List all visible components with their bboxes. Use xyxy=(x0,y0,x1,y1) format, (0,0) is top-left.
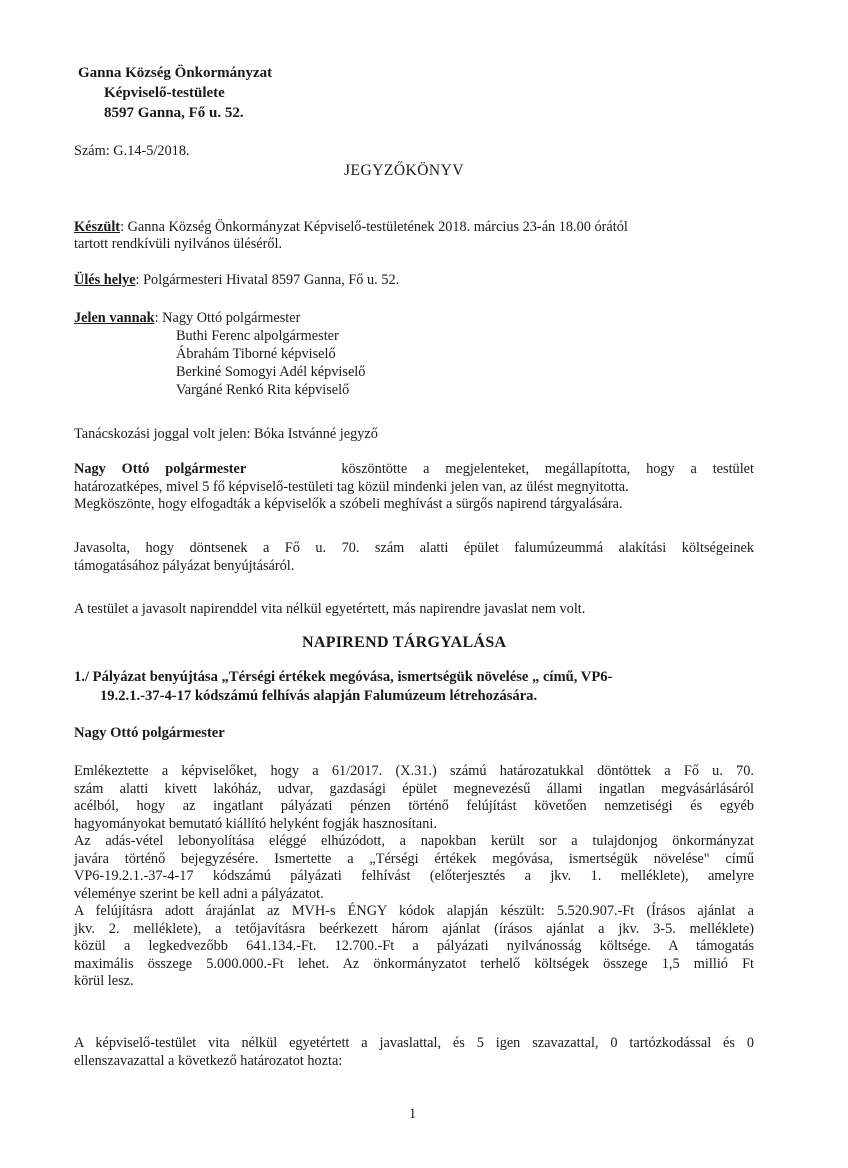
main-line: Emlékeztette a képviselőket, hogy a 61/2017. (X.31.) számú határozatukkal döntöttek a Fő u. 70. xyxy=(74,763,754,779)
keszult-label: Készült xyxy=(74,219,121,235)
closing-paragraph xyxy=(74,1035,754,1070)
doc-title: JEGYZŐKÖNYV xyxy=(344,162,465,179)
main-line: jkv. 2. melléklete), a tetőjavításra beérkezett három ajánlat (írásos ajánlat a jkv. 3-5. melléklete) xyxy=(74,920,754,937)
main-line: Az adás-vétel lebonyolítása eléggé elhúzódott, a napokban került sor a tulajdonjog önkormányzat xyxy=(74,833,754,849)
jelen-member-3: Ábrahám Tiborné képviselő xyxy=(176,346,336,362)
keszult-text: : Ganna Község Önkormányzat Képviselő-testületének 2018. március 23-án 18.00 órától xyxy=(120,219,628,235)
main-line: hagyományokat bemutató kiállító helyként fogják hasznosítani. xyxy=(74,815,437,832)
main-line: körül lesz. xyxy=(74,973,134,989)
javasolta-line2: támogatásához pályázat benyújtásáról. xyxy=(74,557,295,574)
opening-line1: köszöntötte a megjelenteket, megállapította, hogy a testület xyxy=(341,461,754,477)
jelen-member-4: Berkiné Somogyi Adél képviselő xyxy=(176,364,366,380)
main-line: véleménye szerint be kell adni a pályázatot. xyxy=(74,885,324,902)
ules-helye-line xyxy=(74,272,399,290)
org-body: Képviselő-testülete xyxy=(104,85,225,101)
speaker-heading: Nagy Ottó polgármester xyxy=(74,725,225,741)
org-name: Ganna Község Önkormányzat xyxy=(78,65,273,81)
opening-line3: Megköszönte, hogy elfogadták a képviselők a szóbeli meghívást a sürgős napirend tárgyalására. xyxy=(74,496,623,512)
main-line: A felújításra adott árajánlat az MVH-s ÉNGY kódok alapján készült: 5.520.907.-Ft (Írásos ajánlat a xyxy=(74,903,754,919)
org-address: 8597 Ganna, Fő u. 52. xyxy=(104,105,244,121)
page-number: 1 xyxy=(409,1106,417,1122)
opening-paragraph xyxy=(74,461,754,514)
main-line: acélból, hogy az ingatlant pályázati pénzen történő felújítást követően nemzetiségi és egyéb xyxy=(74,798,754,814)
keszult-line2: tartott rendkívüli nyilvános üléséről. xyxy=(74,236,283,252)
keszult-line xyxy=(74,219,628,237)
jelen-member-5: Vargáné Renkó Rita képviselő xyxy=(176,382,350,398)
javasolta-line1: Javasolta, hogy döntsenek a Fő u. 70. szám alatti épület falumúzeummá alakítási költségeinek xyxy=(74,540,754,556)
opening-line2: határozatképes, mivel 5 fő képviselő-testületi tag közül mindenki jelen van, az ülést megnyitotta. xyxy=(74,478,629,495)
jelen-member-2: Buthi Ferenc alpolgármester xyxy=(176,328,339,344)
main-line: szám alatti kivett lakóház, udvar, gazdasági épület megnevezésű állami ingatlan megvásárlásáról xyxy=(74,780,754,797)
main-line: maximális összege 5.000.000.-Ft lehet. Az önkormányzatot terhelő költségek összege 1,5 millió Ft xyxy=(74,955,754,972)
closing-line1: A képviselő-testület vita nélkül egyetértett a javaslattal, és 5 igen szavazattal, 0 tartózkodással és 0 xyxy=(74,1035,754,1051)
main-line: VP6-19.2.1.-37-4-17 kódszámú pályázati felhívást (előterjesztés a jkv. 1. melléklete), amelyre xyxy=(74,868,754,884)
ules-helye-text: : Polgármesteri Hivatal 8597 Ganna, Fő u. 52. xyxy=(135,272,400,288)
jelen-member-1: : Nagy Ottó polgármester xyxy=(154,310,301,326)
section-title: NAPIREND TÁRGYALÁSA xyxy=(302,634,507,651)
doc-number: Szám: G.14-5/2018. xyxy=(74,143,190,159)
ules-helye-label: Ülés helye xyxy=(74,272,136,288)
jelen-label: Jelen vannak xyxy=(74,310,155,326)
jelen-line xyxy=(74,310,300,328)
main-line: közül a legkedvezőbb 641.134.-Ft. 12.700.-Ft a pályázati nyilvánosság költsége. A támogatás xyxy=(74,938,754,954)
agenda-item-line1: 1./ Pályázat benyújtása „Térségi értékek megóvása, ismertségük növelése „ című, VP6- xyxy=(74,669,613,685)
opening-speaker: Nagy Ottó polgármester xyxy=(74,461,247,477)
closing-line2: ellenszavazattal a következő határozatot hozta: xyxy=(74,1052,343,1069)
egyetertett-line: A testület a javasolt napirenddel vita nélkül egyetértett, más napirendre javaslat nem volt. xyxy=(74,601,586,617)
agenda-item-line2: 19.2.1.-37-4-17 kódszámú felhívás alapján Falumúzeum létrehozására. xyxy=(100,688,538,704)
main-line: javára történő bejegyzésére. Ismertette a „Térségi értékek megóvása, ismertségük növelése" című xyxy=(74,850,754,867)
tanacskozasi-line: Tanácskozási joggal volt jelen: Bóka Istvánné jegyző xyxy=(74,426,378,442)
javasolta-paragraph xyxy=(74,540,754,575)
main-paragraph xyxy=(74,763,754,991)
